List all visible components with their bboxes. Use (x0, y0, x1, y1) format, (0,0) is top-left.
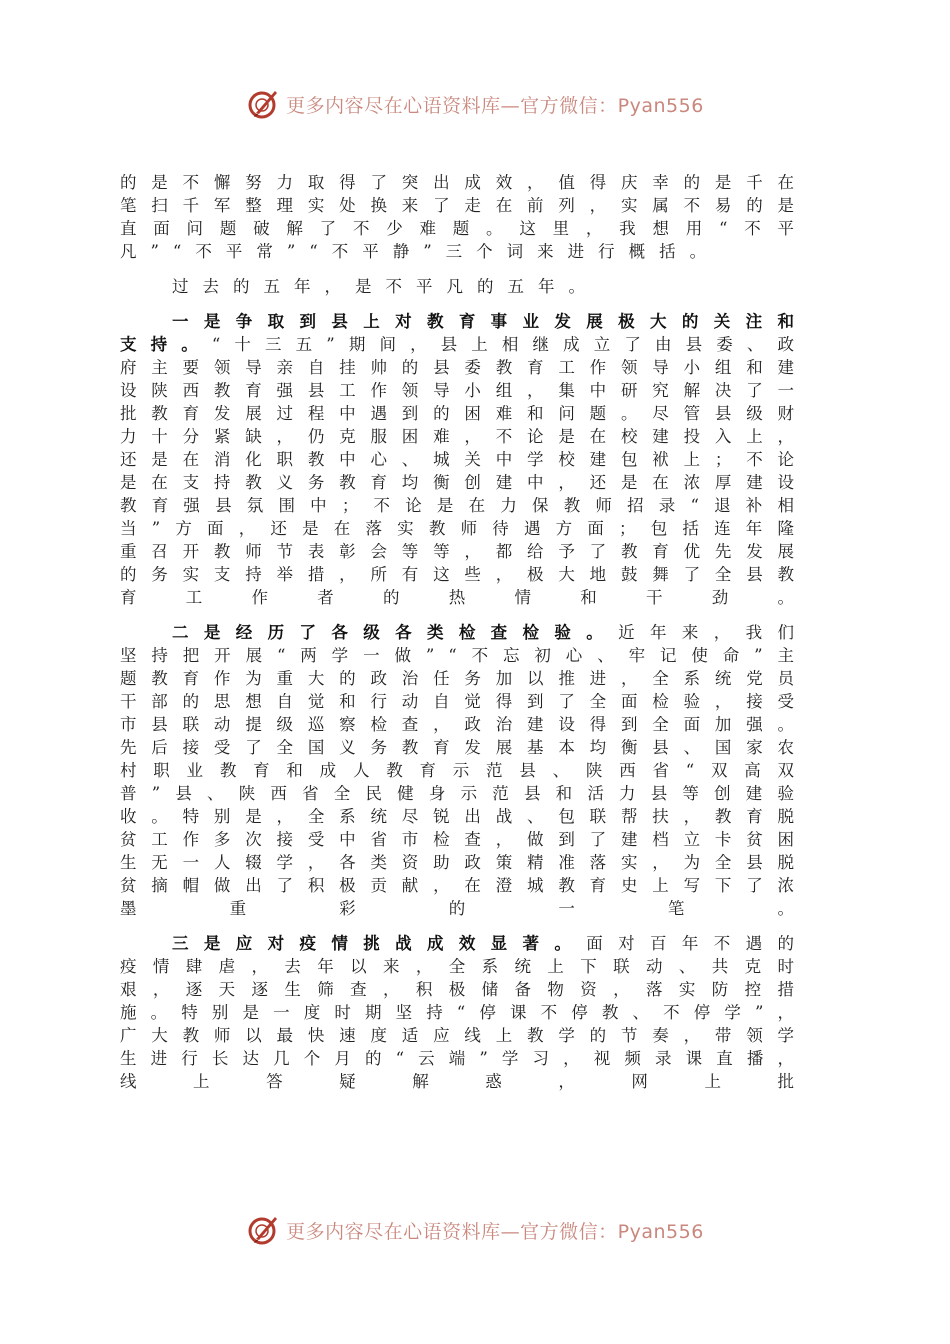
document-body (120, 171, 808, 1105)
paragraph-5-heading: 三是应对疫情挑战成效显著。 (172, 934, 587, 953)
wechat-id: Pyan556 (617, 94, 704, 117)
quill-logo-icon (246, 87, 280, 121)
paragraph-4: 二是经历了各级各类检查检验。近年来，我们坚持把开展“两学一做”“不忘初心、牢记使命”主题教育作为重大的政治任务加以推进，全系统党员干部的思想自觉和行动自觉得到了全面检验，接受市县联动提级巡察检查，政治建设得到全面加强。先后接受了全国义务教育发展基本均衡县、国家农村职业教育和成人教育示范县、陕西省“双高双普”县、陕西省全民健身示范县和活力县等创建验收。特别是，全系统尽锐出战、包联帮扶，教育脱贫工作多次接受中省市检查，做到了建档立卡贫困生无一人辍学，各类资助政策精准落实，为全县脱贫摘帽做出了积极贡献，在澄城教育史上写下了浓墨重彩的一笔。 (120, 623, 809, 918)
wechat-id: Pyan556 (617, 1220, 704, 1243)
banner-text: 更多内容尽在心语资料库—官方微信：Pyan556 (286, 1220, 704, 1243)
paragraph-3-heading: 一是争取到县上对教育事业发展极大的关注和支持。 (120, 312, 808, 354)
paragraph-4-heading: 二是经历了各级各类检查检验。 (172, 623, 619, 642)
paragraph-5: 三是应对疫情挑战成效显著。面对百年不遇的疫情肆虐，去年以来，全系统上下联动、共克时艰，逐天逐生筛查，积极储备物资，落实防控措施。特别是一度时期坚持“停课不停教、不停学”，广大教师以最快速度适应线上教学的节奏，带领学生进行长达几个月的“云端”学习，视频录课直播，线上答疑解惑，网上批 (120, 934, 809, 1091)
paragraph-1: 的是不懈努力取得了突出成效，值得庆幸的是千在笔扫千军整理实处换来了走在前列，实属不易的是直面问题破解了不少难题。这里，我想用“不平凡”“不平常”“不平静”三个词来进行概括。 (120, 173, 808, 261)
paragraph-3: 一是争取到县上对教育事业发展极大的关注和支持。“十三五”期间，县上相继成立了由县委、政府主要领导亲自挂帅的县委教育工作领导小组和建设陕西教育强县工作领导小组，集中研究解决了一批教育发展过程中遇到的困难和问题。尽管县级财力十分紧缺，仍克服困难，不论是在校建投入上，还是在消化职教中心、城关中学校建包袱上；不论是在支持教义务教育均衡创建中，还是在浓厚建设教育强县氛围中；不论是在力保教师招录“退补相当”方面，还是在落实教师待遇方面；包括连年隆重召开教师节表彰会等等，都给予了教育优先发展的务实支持举措，所有这些，极大地鼓舞了全县教育工作者的热情和干劲。 (120, 312, 808, 607)
banner-text: 更多内容尽在心语资料库—官方微信：Pyan556 (286, 94, 704, 117)
paragraph-2: 过去的五年，是不平凡的五年。 (172, 277, 599, 296)
footer-banner (0, 1210, 950, 1250)
header-banner (0, 84, 950, 124)
quill-logo-icon (246, 1213, 280, 1247)
